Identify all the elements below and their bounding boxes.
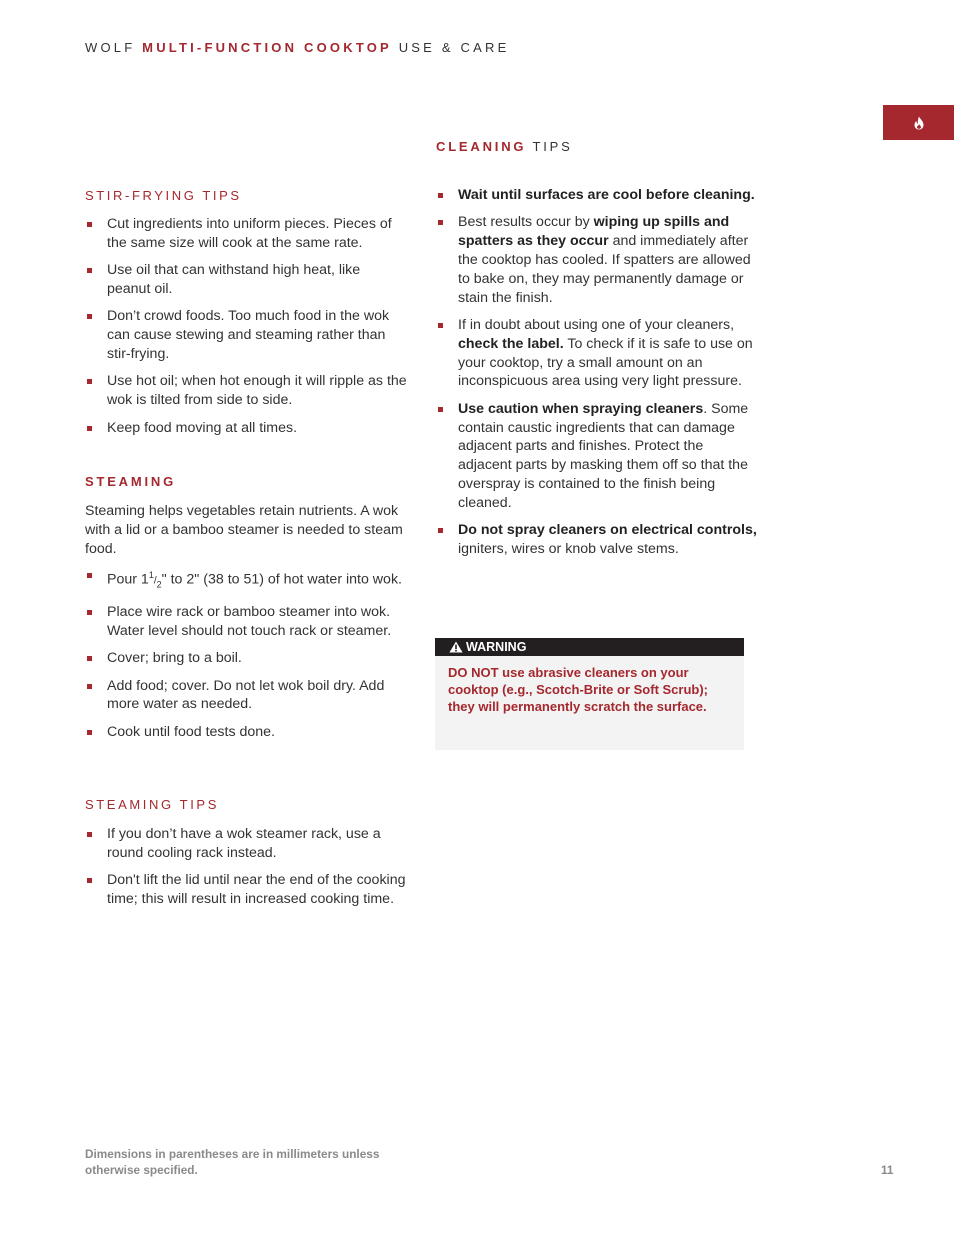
bullet-icon	[87, 878, 92, 883]
header-brand: WOLF	[85, 40, 136, 55]
list-item: Wait until surfaces are cool before cleaning.	[436, 186, 758, 205]
bullet-icon	[438, 220, 443, 225]
steaming-intro: Steaming helps vegetables retain nutrients. A wok with a lid or a bamboo steamer is needed to steam food.	[85, 503, 403, 557]
list-item: Pour $1^1/_2$" to 2" (38 to 51) of hot water into wok.	[85, 566, 407, 594]
page-number: 11	[881, 1163, 894, 1177]
bullet-icon	[87, 684, 92, 689]
bullet-icon	[438, 407, 443, 412]
bullet-icon	[87, 832, 92, 837]
bullet-icon	[87, 573, 92, 578]
stir-frying-tips-list	[85, 215, 407, 446]
page-header	[85, 40, 509, 55]
section-tab[interactable]	[883, 105, 954, 140]
warning-box	[435, 638, 744, 750]
footer-note: Dimensions in parentheses are in millimeters unless otherwise specified.	[85, 1147, 380, 1177]
bullet-icon	[87, 730, 92, 735]
steaming-heading: STEAMING	[85, 474, 177, 489]
list-item: Use caution when spraying cleaners. Some contain caustic ingredients that can damage adjacent parts and finishes. Protect the adjacent parts by masking them off so that the overspray is contained to the finish being cleaned.	[436, 400, 758, 513]
list-item: Cut ingredients into uniform pieces. Pieces of the same size will cook at the same rate.	[85, 215, 407, 253]
list-item: If in doubt about using one of your cleaners, check the label. To check if it is safe to use on your cooktop, try a small amount on an inconspicuous area using very light pressure.	[436, 316, 758, 391]
list-item: Don’t crowd foods. Too much food in the wok can cause stewing and steaming rather than stir-frying.	[85, 307, 407, 363]
bullet-icon	[438, 193, 443, 198]
bullet-icon	[87, 426, 92, 431]
flame-icon	[913, 116, 925, 130]
steaming-tips-heading: STEAMING TIPS	[85, 797, 219, 812]
bullet-icon	[87, 314, 92, 319]
header-product: MULTI-FUNCTION COOKTOP	[142, 40, 392, 55]
stir-frying-tips-heading: STIR-FRYING TIPS	[85, 188, 242, 203]
bullet-icon	[87, 268, 92, 273]
list-item: Best results occur by wiping up spills and spatters as they occur and immediately after the cooktop has cooled. If spatters are allowed to bake on, they may permanently damage or stain the finish.	[436, 213, 758, 307]
header-suffix: USE & CARE	[398, 40, 510, 55]
warning-triangle-icon	[449, 641, 463, 653]
list-item: Keep food moving at all times.	[85, 419, 407, 438]
bullet-icon	[87, 656, 92, 661]
list-item: Use oil that can withstand high heat, like peanut oil.	[85, 261, 407, 299]
bullet-icon	[438, 323, 443, 328]
bullet-icon	[87, 222, 92, 227]
bullet-icon	[87, 610, 92, 615]
cleaning-tips-heading: CLEANING TIPS	[436, 139, 573, 154]
warning-label: WARNING	[466, 640, 527, 654]
steaming-list	[85, 566, 407, 750]
list-item: Use hot oil; when hot enough it will ripple as the wok is tilted from side to side.	[85, 372, 407, 410]
list-item: Cover; bring to a boil.	[85, 649, 407, 668]
list-item: Don't lift the lid until near the end of the cooking time; this will result in increased cooking time.	[85, 871, 407, 909]
list-item: Cook until food tests done.	[85, 723, 407, 742]
warning-header	[435, 638, 744, 656]
steaming-tips-list	[85, 825, 407, 917]
list-item: Add food; cover. Do not let wok boil dry. Add more water as needed.	[85, 677, 407, 715]
list-item: Do not spray cleaners on electrical controls, igniters, wires or knob valve stems.	[436, 521, 758, 559]
warning-text: DO NOT use abrasive cleaners on your cooktop (e.g., Scotch-Brite or Soft Scrub); they will permanently scratch the surface.	[448, 665, 709, 715]
bullet-icon	[87, 379, 92, 384]
cleaning-tips-list	[436, 186, 758, 567]
bullet-icon	[438, 528, 443, 533]
list-item: If you don’t have a wok steamer rack, use a round cooling rack instead.	[85, 825, 407, 863]
list-item: Place wire rack or bamboo steamer into wok. Water level should not touch rack or steamer.	[85, 603, 407, 641]
